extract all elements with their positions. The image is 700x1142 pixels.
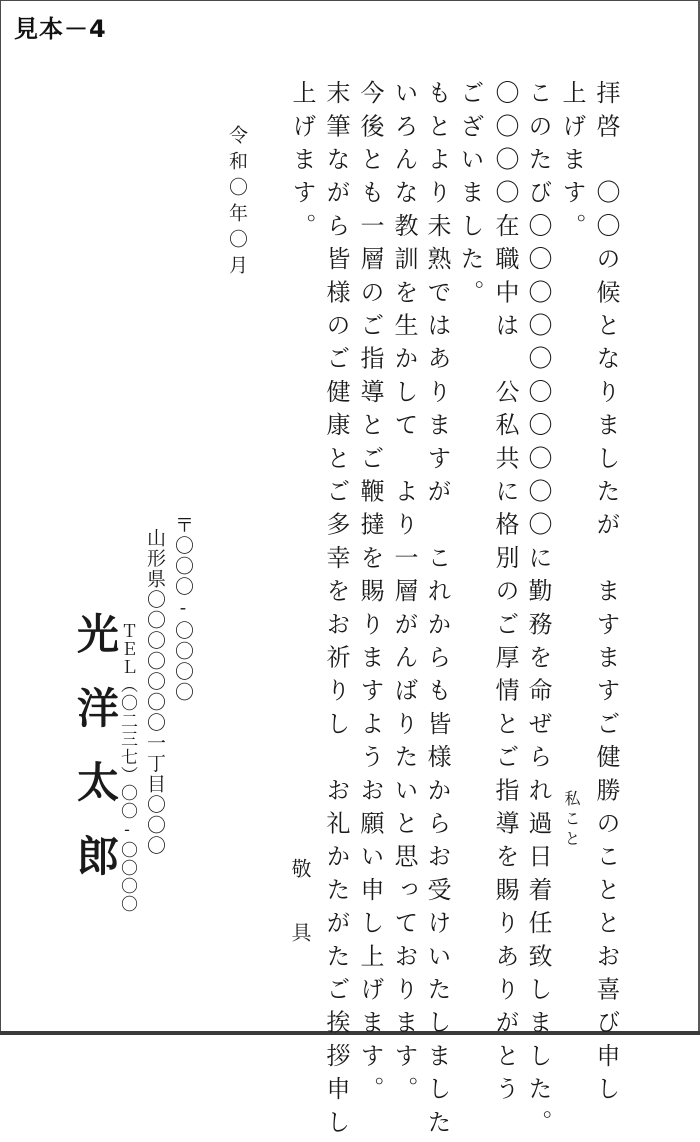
sender-address: 山形県〇〇〇〇〇〇〇一丁目〇〇〇 [144,528,166,856]
letter-line-8: 今後とも一層のご指導とご鞭撻を賜りますようお願い申し上げます。 [356,80,384,1110]
closing-keigu: 敬 具 [288,858,312,954]
sender-tel: ＴＥＬ（〇二三七）〇〇‐〇〇〇〇 [117,622,137,913]
letter-line-2: 上げます。 [558,80,586,246]
letter-line-5: ございました。 [456,80,484,313]
letter-line-6: もとより未熟ではありますが これからも皆様からお受けいたしました [423,80,451,1142]
watakushi-koto: 私こと [562,790,581,850]
letter-line-4: 〇〇〇〇在職中は 公私共に格別のご厚情とご指導を賜りありがとう [491,80,519,1110]
letter-line-1: 拝啓 〇〇の候となりましたが ますますご健勝のこととお喜び申し [592,80,620,1110]
letter-line-9: 末筆ながら皆様のご健康とご多幸をお祈りし お礼かたがたご挨拶申し [322,80,350,1142]
date-line: 令和〇年〇月 [226,125,248,281]
letter-line-7: いろんな教訓を生かして より一層がんばりたいと思っております。 [390,80,418,1110]
letter-line-10: 上げます。 [288,80,316,246]
letter-line-3: このたび〇〇〇〇〇〇〇〇〇〇に勤務を命ぜられ過日着任致しました。 [524,80,552,1142]
sender-name: 光洋太郎 [71,612,120,908]
postal-code: 〒〇〇〇‐〇〇〇〇 [172,515,194,703]
sample-title: 見本－4 [14,15,107,43]
